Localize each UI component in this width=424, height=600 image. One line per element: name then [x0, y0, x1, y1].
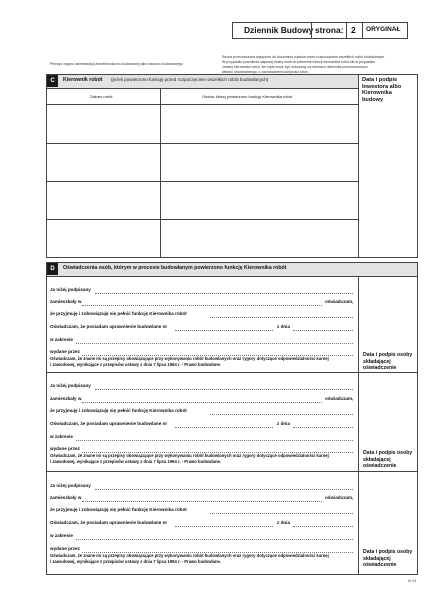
- name-field[interactable]: [95, 489, 353, 490]
- stamp-area: [46, 16, 206, 68]
- signature-date-label: Data i podpis osoby składającej oświadczenie: [363, 450, 413, 469]
- license-number-field[interactable]: [175, 427, 273, 428]
- address-field[interactable]: [82, 305, 322, 306]
- section-c-side-header: Data i podpis Inwestora albo Kierownika budowy: [362, 77, 402, 104]
- scope-field[interactable]: [76, 343, 353, 344]
- license-label: Oświadczam, że posiadam uprawnienie budowlane nr: [50, 520, 168, 525]
- scope-field[interactable]: [76, 539, 353, 540]
- section-d-letter: D: [47, 263, 58, 275]
- scope-field[interactable]: [76, 440, 353, 441]
- declares-label: oświadczam,: [325, 299, 354, 304]
- license-date-field[interactable]: [293, 526, 353, 527]
- footer-code: Kt 03: [408, 579, 417, 583]
- issued-label: wydane przez: [50, 349, 80, 354]
- page-number: 2: [351, 25, 356, 35]
- issued-label: wydane przez: [50, 446, 80, 451]
- function-field[interactable]: [210, 317, 353, 318]
- license-label: Oświadczam, że posiadam uprawnienie budowlane nr: [50, 421, 168, 426]
- table-row: [46, 219, 358, 220]
- issued-label: wydane przez: [50, 546, 80, 551]
- statement-line-2: i zawodowej, wynikające z przepisów ustawy z dnia 7 lipca 1994 r. - Prawo budowlane.: [50, 459, 222, 464]
- statement-line-2: i zawodowej, wynikające z przepisów ustawy z dnia 7 lipca 1994 r. - Prawo budowlane.: [50, 362, 222, 367]
- section-c-letter: C: [47, 75, 58, 87]
- page-label: strona:: [315, 25, 344, 35]
- journal-title: Dziennik Budowy: [244, 25, 314, 35]
- residing-label: zamieszkały w: [50, 495, 82, 500]
- residing-label: zamieszkały w: [50, 299, 82, 304]
- license-date-field[interactable]: [293, 330, 353, 331]
- statement-line-1: Oświadczam, że znane mi są przepisy obowiązujące przy wykonywaniu robót budowlanych oraz rygory dotyczące odpowiedzialności karnej: [50, 553, 329, 558]
- scope-label: w zakresie: [50, 434, 73, 439]
- statement-line-1: Oświadczam, że znane mi są przepisy obowiązujące przy wykonywaniu robót budowlanych oraz rygory dotyczące odpowiedzialności karnej: [50, 453, 329, 458]
- accept-label: że przyjmuję i zobowiązuję się pełnić funkcję Kierownika robót: [50, 507, 187, 512]
- table-row: [46, 181, 358, 182]
- function-field[interactable]: [210, 513, 353, 514]
- scope-label: w zakresie: [50, 337, 73, 342]
- address-field[interactable]: [82, 501, 322, 502]
- column-header-scope: Zakres robót: [90, 94, 113, 99]
- statement-line-2: i zawodowej, wynikające z przepisów ustawy z dnia 7 lipca 1994 r. - Prawo budowlane.: [50, 559, 222, 564]
- stamp-caption: Pieczęć organu administracji architektoniczno-budowlanej albo nadzoru budowlanego: [50, 62, 183, 66]
- date-label: z dnia: [277, 520, 291, 525]
- section-d-title: Oświadczenia osób, którym w procesie budowlanym powierzono funkcję Kierownika robót: [63, 265, 287, 271]
- date-label: z dnia: [277, 421, 291, 426]
- license-number-field[interactable]: [175, 330, 273, 331]
- accept-label: że przyjmuję i zobowiązuję się pełnić funkcję Kierownika robót: [50, 311, 187, 316]
- column-header-person: Osoba, której powierzono funkcję Kierownika robót: [202, 94, 293, 99]
- signed-label: Ja niżej podpisany: [50, 287, 91, 292]
- scope-label: w zakresie: [50, 533, 73, 538]
- date-label: z dnia: [277, 324, 291, 329]
- license-number-field[interactable]: [175, 526, 273, 527]
- name-field[interactable]: [95, 293, 353, 294]
- function-field[interactable]: [210, 414, 353, 415]
- residing-label: zamieszkały w: [50, 396, 82, 401]
- address-field[interactable]: [82, 402, 322, 403]
- name-field[interactable]: [95, 389, 353, 390]
- declares-label: oświadczam,: [325, 495, 354, 500]
- signed-label: Ja niżej podpisany: [50, 383, 91, 388]
- statement-line-1: Oświadczam, że znane mi są przepisy obowiązujące przy wykonywaniu robót budowlanych oraz rygory dotyczące odpowiedzialności karnej: [50, 356, 329, 361]
- section-c-subtitle: (jeżeli powierzono funkcję przed rozpoczęciem wszelkich robót budowlanych): [111, 77, 269, 82]
- signature-date-label: Data i podpis osoby składającej oświadczenie: [363, 352, 413, 371]
- license-date-field[interactable]: [293, 427, 353, 428]
- section-c-title: Kierownik robót: [63, 77, 103, 83]
- license-label: Oświadczam, że posiadam uprawnienie budowlane nr: [50, 324, 168, 329]
- declares-label: oświadczam,: [325, 396, 354, 401]
- table-row: [46, 143, 358, 144]
- signature-date-label: Data i podpis osoby składającej oświadczenie: [363, 549, 413, 568]
- accept-label: że przyjmuję i zobowiązuję się pełnić funkcję Kierownika robót: [50, 408, 187, 413]
- original-label: ORYGINAŁ: [366, 26, 401, 33]
- signed-label: Ja niżej podpisany: [50, 483, 91, 488]
